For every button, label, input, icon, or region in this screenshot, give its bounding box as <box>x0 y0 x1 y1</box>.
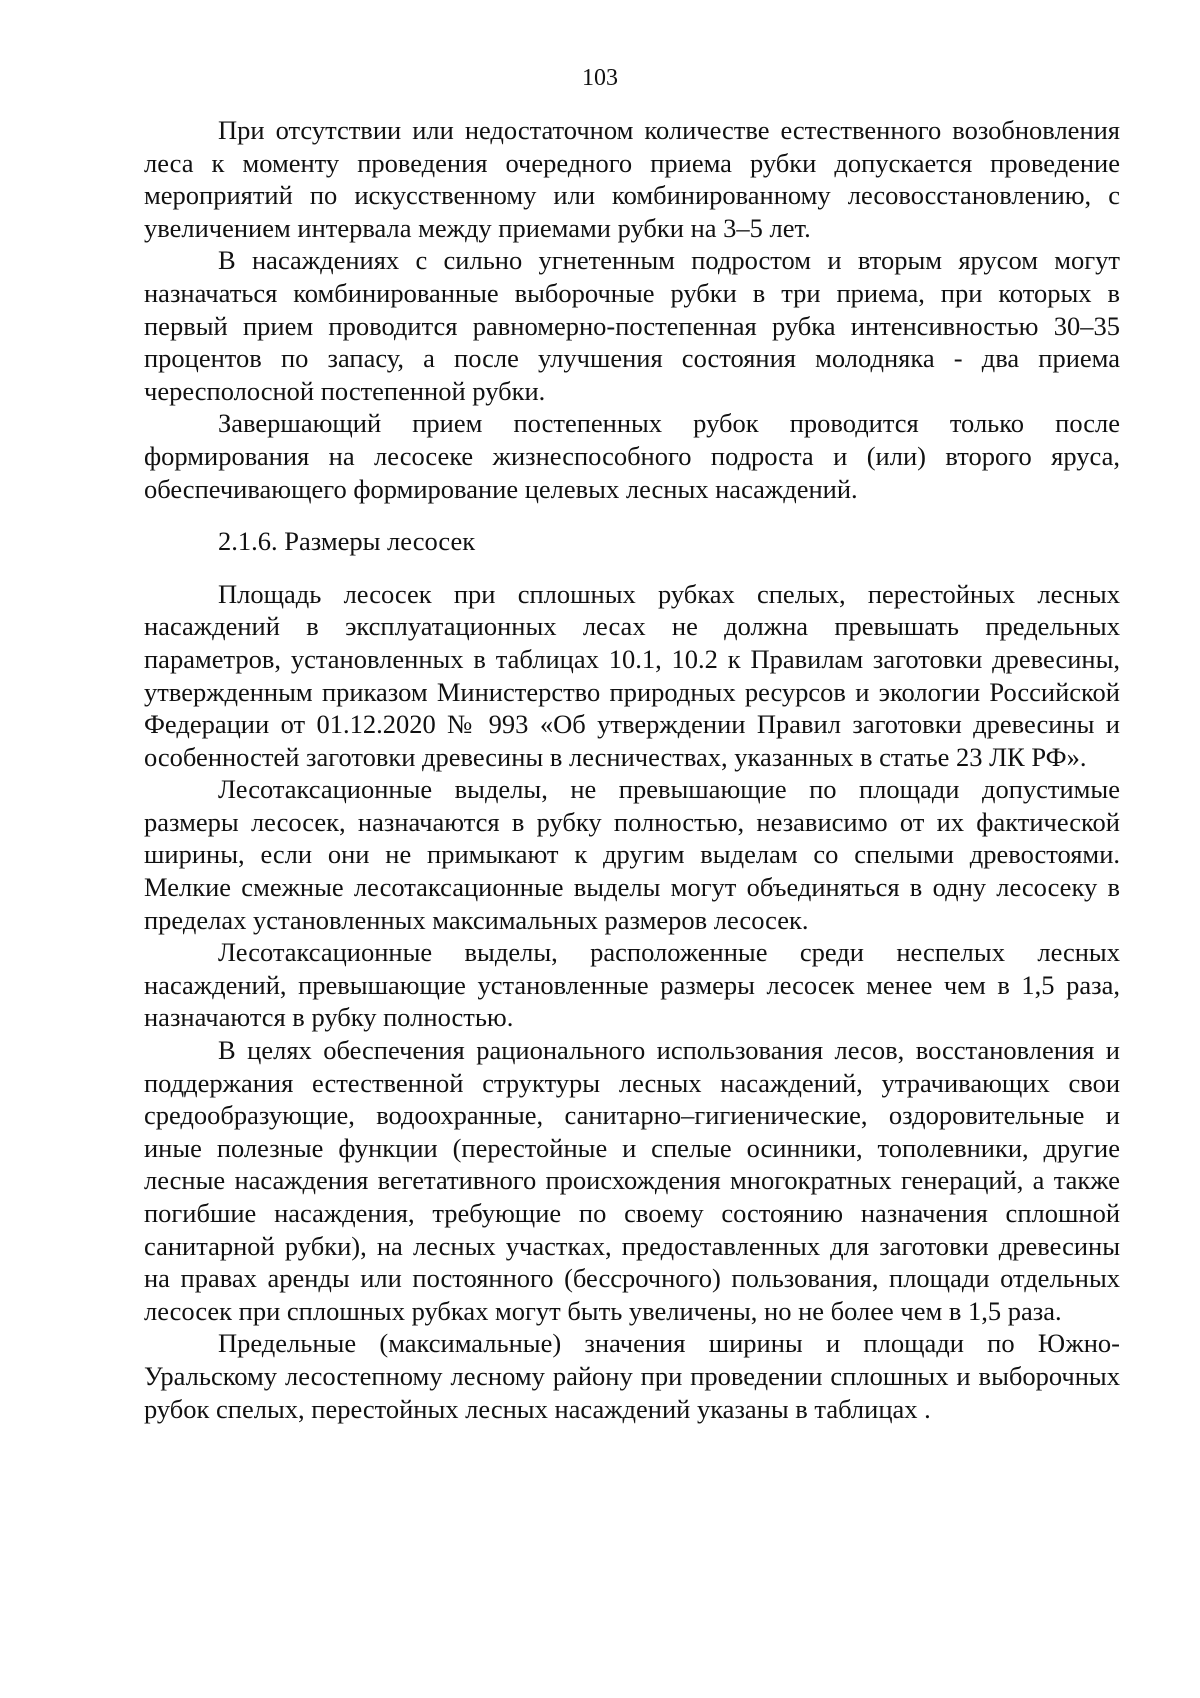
page-number: 103 <box>582 65 618 91</box>
section-heading: 2.1.6. Размеры лесосек <box>218 526 476 557</box>
paragraph-final-cutting: Завершающий прием постепенных рубок проводится только после формирования на лесосеке жизнеспособного подроста и (или) второго яруса, обеспечивающего формирование целевых лесных насаждений. <box>144 408 1120 504</box>
paragraph-taxation-units: Лесотаксационные выделы, не превышающие по площади допустимые размеры лесосек, назначаются в рубку полностью, независимо от их фактической ширины, если они не примыкают к другим выделам со спелыми древостоями. Мелкие смежные лесотаксационные выделы могут объединяться в одну лесосеку в пределах установленных максимальных размеров лесосек. <box>144 774 1120 935</box>
paragraph-combined-selective-cutting: В насаждениях с сильно угнетенным подростом и вторым ярусом могут назначаться комбинированные выборочные рубки в три приема, при которых в первый прием проводится равномерно-постепенная рубка интенсивностью 30–35 процентов по запасу, а после улучшения состояния молодняка - два приема чересполосной постепенной рубки. <box>144 245 1120 406</box>
paragraph-limit-values: Предельные (максимальные) значения ширины и площади по Южно-Уральскому лесостепному лесному району при проведении сплошных и выборочных рубок спелых, перестойных лесных насаждений указаны в таблицах . <box>144 1328 1120 1424</box>
paragraph-rational-use: В целях обеспечения рационального использования лесов, восстановления и поддержания естественной структуры лесных насаждений, утрачивающих свои средообразующие, водоохранные, санитарно–гигиенические, оздоровительные и иные полезные функции (перестойные и спелые осинники, тополевники, другие лесные насаждения вегетативного происхождения многократных генераций, а также погибшие насаждения, требующие по своему состоянию назначения сплошной санитарной рубки), на лесных участках, предоставленных для заготовки древесины на правах аренды или постоянного (бессрочного) пользования, площади отдельных лесосек при сплошных рубках могут быть увеличены, но не более чем в 1,5 раза. <box>144 1035 1120 1326</box>
paragraph-immature-stands: Лесотаксационные выделы, расположенные среди неспелых лесных насаждений, превышающие установленные размеры лесосек менее чем в 1,5 раза, назначаются в рубку полностью. <box>144 937 1120 1033</box>
paragraph-natural-regeneration: При отсутствии или недостаточном количестве естественного возобновления леса к моменту проведения очередного приема рубки допускается проведение мероприятий по искусственному или комбинированному лесовосстановлению, с увеличением интервала между приемами рубки на 3–5 лет. <box>144 115 1120 243</box>
document-body <box>144 114 1120 1425</box>
paragraph-clearcut-area: Площадь лесосек при сплошных рубках спелых, перестойных лесных насаждений в эксплуатационных лесах не должна превышать предельных параметров, установленных в таблицах 10.1, 10.2 к Правилам заготовки древесины, утвержденным приказом Министерство природных ресурсов и экологии Российской Федерации от 01.12.2020 № 993 «Об утверждении Правил заготовки древесины и особенностей заготовки древесины в лесничествах, указанных в статье 23 ЛК РФ». <box>144 578 1120 772</box>
